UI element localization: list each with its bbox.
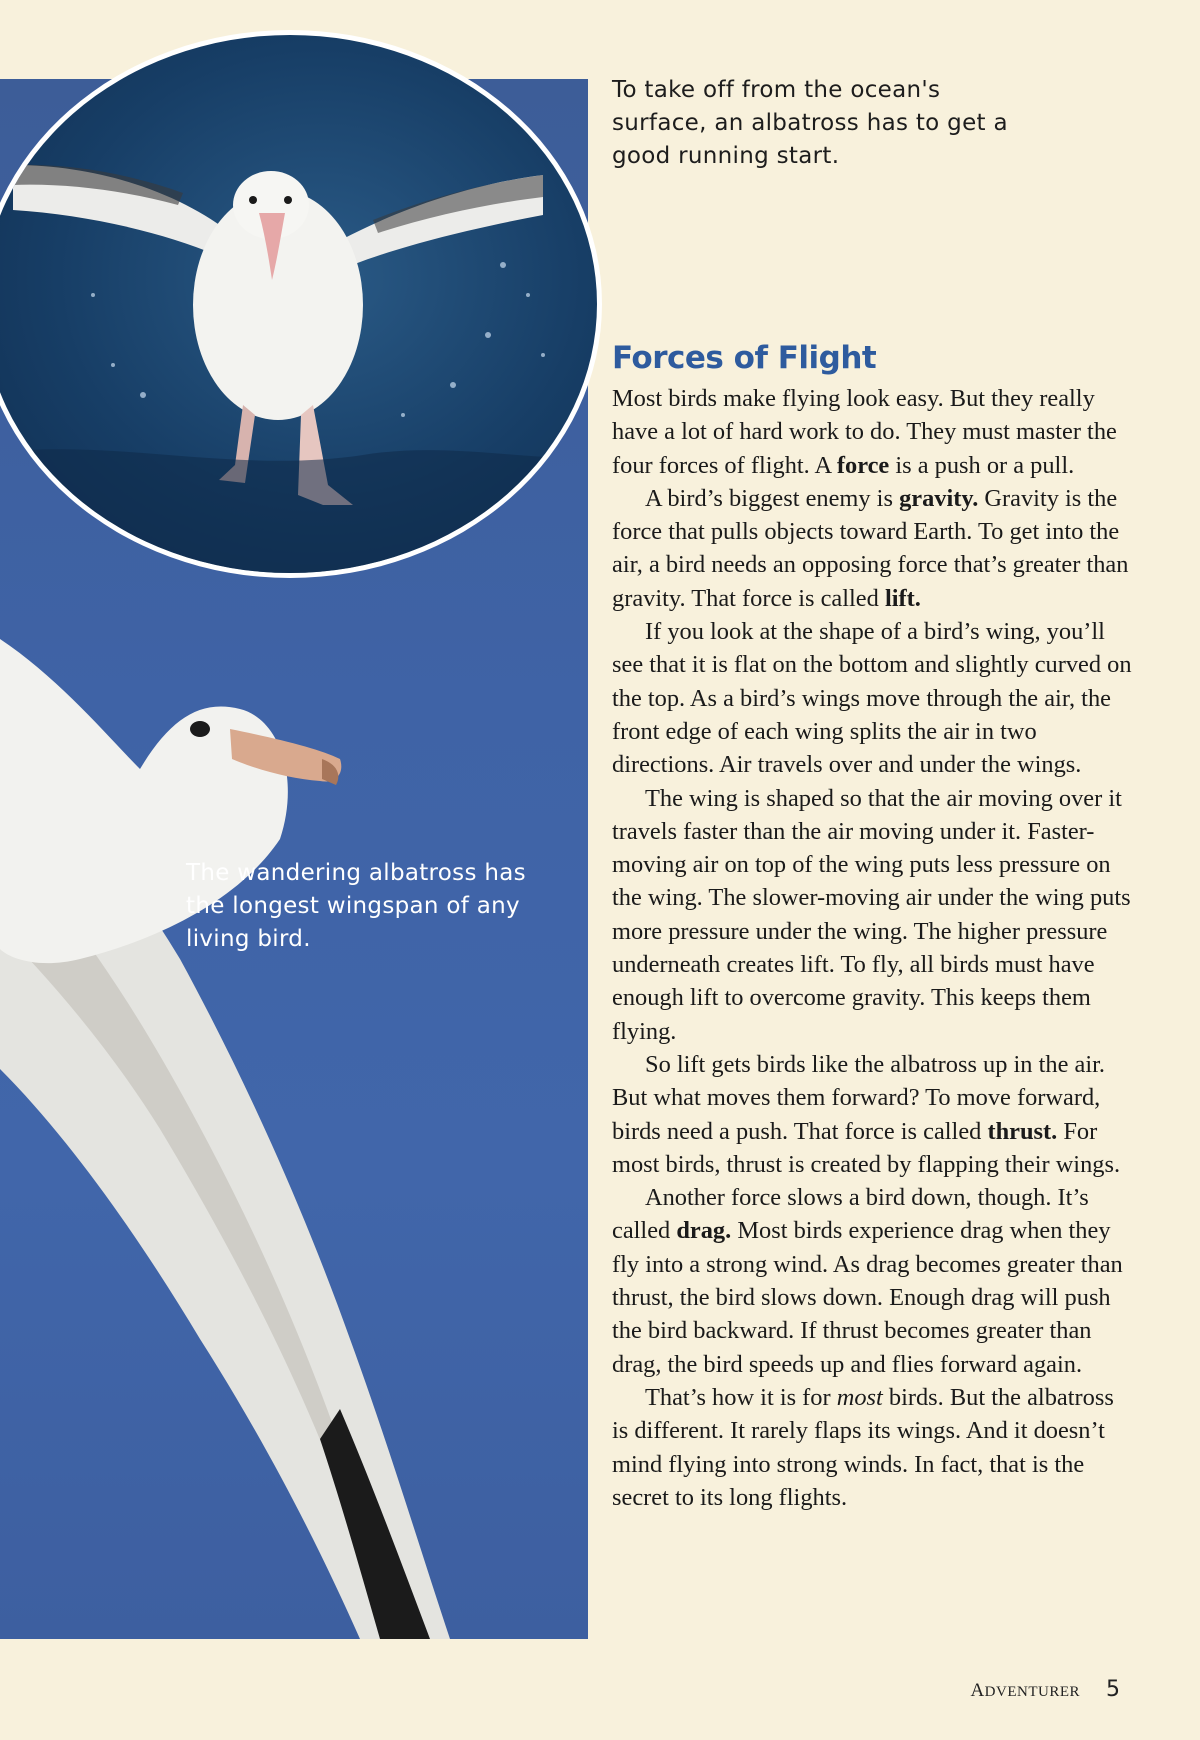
- term-lift: lift.: [884, 584, 921, 612]
- magazine-rest: DVENTURER: [984, 1684, 1080, 1700]
- paragraph-wing-shape: If you look at the shape of a bird’s wing, you’ll see that it is flat on the bottom and slightly curved on the top. As a bird’s wings move through the air, the front edge of each wing splits the air in two directions. Air travels over and under the wings.: [612, 618, 1132, 779]
- paragraph-pressure: The wing is shaped so that the air moving over it travels faster than the air moving under it. Faster-moving air on top of the wing puts less pressure on the wing. The slower-moving air under the wing puts more pressure under the wing. The higher pressure underneath creates lift. To fly, all birds must have enough lift to overcome gravity. This keeps them flying.: [612, 784, 1131, 1045]
- term-thrust: thrust.: [987, 1117, 1058, 1145]
- takeoff-albatross-illustration: [0, 35, 597, 573]
- text: A bird’s biggest enemy is: [645, 484, 900, 512]
- paragraph-force: [612, 382, 1132, 482]
- text: Most birds experience drag when they fly into a strong wind. As drag becomes greater than thrust, the bird slows down. Enough drag will push the bird backward. If thrust becomes greater than drag, the bird speeds up and flies forward again.: [612, 1217, 1123, 1378]
- text: That’s how it is for: [645, 1383, 837, 1411]
- paragraph-gravity: [612, 482, 1132, 615]
- wingspan-photo-caption: The wandering albatross has the longest wingspan of any living bird.: [186, 860, 526, 952]
- page-footer: [970, 1677, 1120, 1702]
- article-heading: Forces of Flight: [612, 340, 877, 376]
- magazine-initial: A: [970, 1680, 985, 1701]
- text: birds. But the albatross is different. It rarely flaps its wings. And it doesn’t mind flying into strong winds. In fact, that is the secret to its long flights.: [612, 1383, 1114, 1511]
- term-drag: drag.: [676, 1217, 732, 1245]
- article-body: [612, 382, 1132, 1514]
- text: So lift gets birds like the albatross up in the air. But what moves them forward? To move forward, birds need a push. That force is called: [612, 1050, 1105, 1145]
- term-force: force: [836, 451, 890, 479]
- emphasis-most: most: [836, 1383, 883, 1411]
- paragraph-thrust: [612, 1048, 1132, 1181]
- term-gravity: gravity.: [899, 484, 979, 512]
- page-number: 5: [1106, 1677, 1120, 1702]
- text: Most birds make flying look easy. But they really have a lot of hard work to do. They must master the four forces of flight. A: [612, 385, 1117, 479]
- paragraph-albatross-different: [612, 1381, 1132, 1514]
- magazine-name: [970, 1680, 1080, 1701]
- text: Gravity is the force that pulls objects toward Earth. To get into the air, a bird needs an opposing force that’s greater than gravity. That force is called: [612, 484, 1129, 612]
- text: is a push or a pull.: [889, 451, 1075, 479]
- text: For most birds, thrust is created by flapping their wings.: [612, 1117, 1121, 1178]
- text: Another force slows a bird down, though. It’s called: [612, 1184, 1089, 1245]
- takeoff-albatross-photo: [0, 30, 602, 578]
- takeoff-photo-caption: To take off from the ocean's surface, an albatross has to get a good running start.: [612, 77, 1008, 169]
- paragraph-drag: [612, 1181, 1132, 1381]
